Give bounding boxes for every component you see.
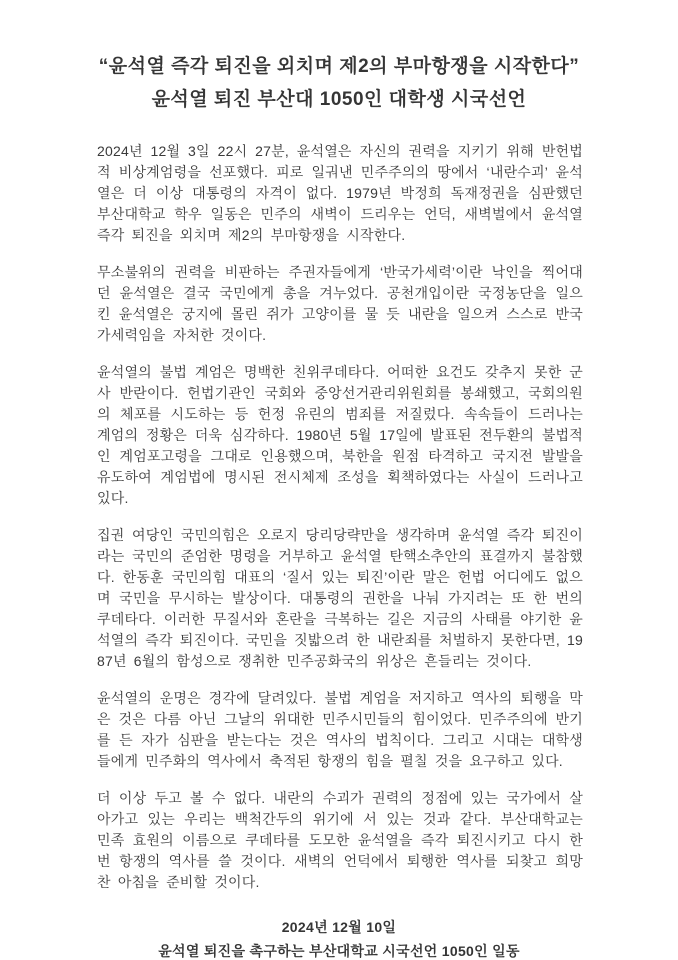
footer-signature: 윤석열 퇴진을 촉구하는 부산대학교 시국선언 1050인 일동 — [158, 943, 520, 959]
document-title-line1: “윤석열 즉각 퇴진을 외치며 제2의 부마항쟁을 시작한다” — [98, 56, 580, 77]
body-paragraph-4: 집권 여당인 국민의힘은 오로지 당리당략만을 생각하며 윤석열 즉각 퇴진이라는 국민의 준엄한 명령을 거부하고 윤석열 탄핵소추안의 표결까지 불참했다. 한동훈 국민의힘 대표의 ‘질서 있는 퇴진’이란 말은 헌법 어디에도 없으며 국민을 무시하는 발상이다. 대통령의 권한을 나눠 가지려는 또 한 번의 쿠데타다. 이러한 무질서와 혼란을 극복하는 길은 지금의 사태를 야기한 윤석열의 즉각 퇴진이다. 국민을 짓밟으려 한 내란죄를 처벌하지 못한다면, 1987년 6월의 함성으로 쟁취한 민주공화국의 위상은 흔들리는 것이다. — [97, 527, 583, 669]
document-footer — [0, 915, 678, 960]
body-paragraph-3: 윤석열의 불법 계엄은 명백한 친위쿠데타다. 어떠한 요건도 갖추지 못한 군사 반란이다. 헌법기관인 국회와 중앙선거관리위원회를 봉쇄했고, 국회의원의 체포를 시도하는 등 헌정 유린의 범죄를 저질렀다. 속속들이 드러나는 계엄의 정황은 더욱 심각하다. 1980년 5월 17일에 발표된 전두환의 불법적인 계엄포고령을 그대로 인용했으며, 북한을 원점 타격하고 국지전 발발을 유도하여 계엄법에 명시된 전시체제 조성을 획책하였다는 사실이 드러나고 있다. — [97, 364, 583, 506]
body-paragraph-1: 2024년 12월 3일 22시 27분, 윤석열은 자신의 권력을 지키기 위해 반헌법적 비상계엄령을 선포했다. 피로 일궈낸 민주주의의 땅에서 ‘내란수괴’ 윤석열은 더 이상 대통령의 자격이 없다. 1979년 박정희 독재정권을 심판했던 부산대학교 학우 일동은 민주의 새벽이 드리우는 언덕, 새벽벌에서 윤석열 즉각 퇴진을 외치며 제2의 부마항쟁을 시작한다. — [97, 143, 583, 243]
document-body — [97, 141, 583, 893]
body-paragraph-2: 무소불위의 권력을 비판하는 주권자들에게 ‘반국가세력’이란 낙인을 찍어대던 윤석열은 결국 국민에게 총을 겨누었다. 공천개입이란 국정농단을 일으킨 윤석열은 궁지에 몰린 쥐가 고양이를 물 듯 내란을 일으켜 스스로 반국가세력임을 자처한 것이다. — [97, 264, 583, 343]
document-title — [0, 0, 678, 116]
body-paragraph-6: 더 이상 두고 볼 수 없다. 내란의 수괴가 권력의 정점에 있는 국가에서 살아가고 있는 우리는 백척간두의 위기에 서 있는 것과 같다. 부산대학교는 민족 효원의 이름으로 쿠데타를 도모한 윤석열을 즉각 퇴진시키고 다시 한번 항쟁의 역사를 쓸 것이다. 새벽의 언덕에서 퇴행한 역사를 되찾고 희망찬 아침을 준비할 것이다. — [97, 790, 583, 890]
footer-date: 2024년 12월 10일 — [281, 919, 397, 935]
body-paragraph-5: 윤석열의 운명은 경각에 달려있다. 불법 계엄을 저지하고 역사의 퇴행을 막은 것은 다름 아닌 그날의 위대한 민주시민들의 힘이었다. 민주주의에 반기를 든 자가 심판을 받는다는 것은 역사의 법칙이다. 그리고 시대는 대학생들에게 민주화의 역사에서 축적된 항쟁의 힘을 펼칠 것을 요구하고 있다. — [97, 690, 583, 769]
document-title-line2: 윤석열 퇴진 부산대 1050인 대학생 시국선언 — [151, 89, 527, 110]
